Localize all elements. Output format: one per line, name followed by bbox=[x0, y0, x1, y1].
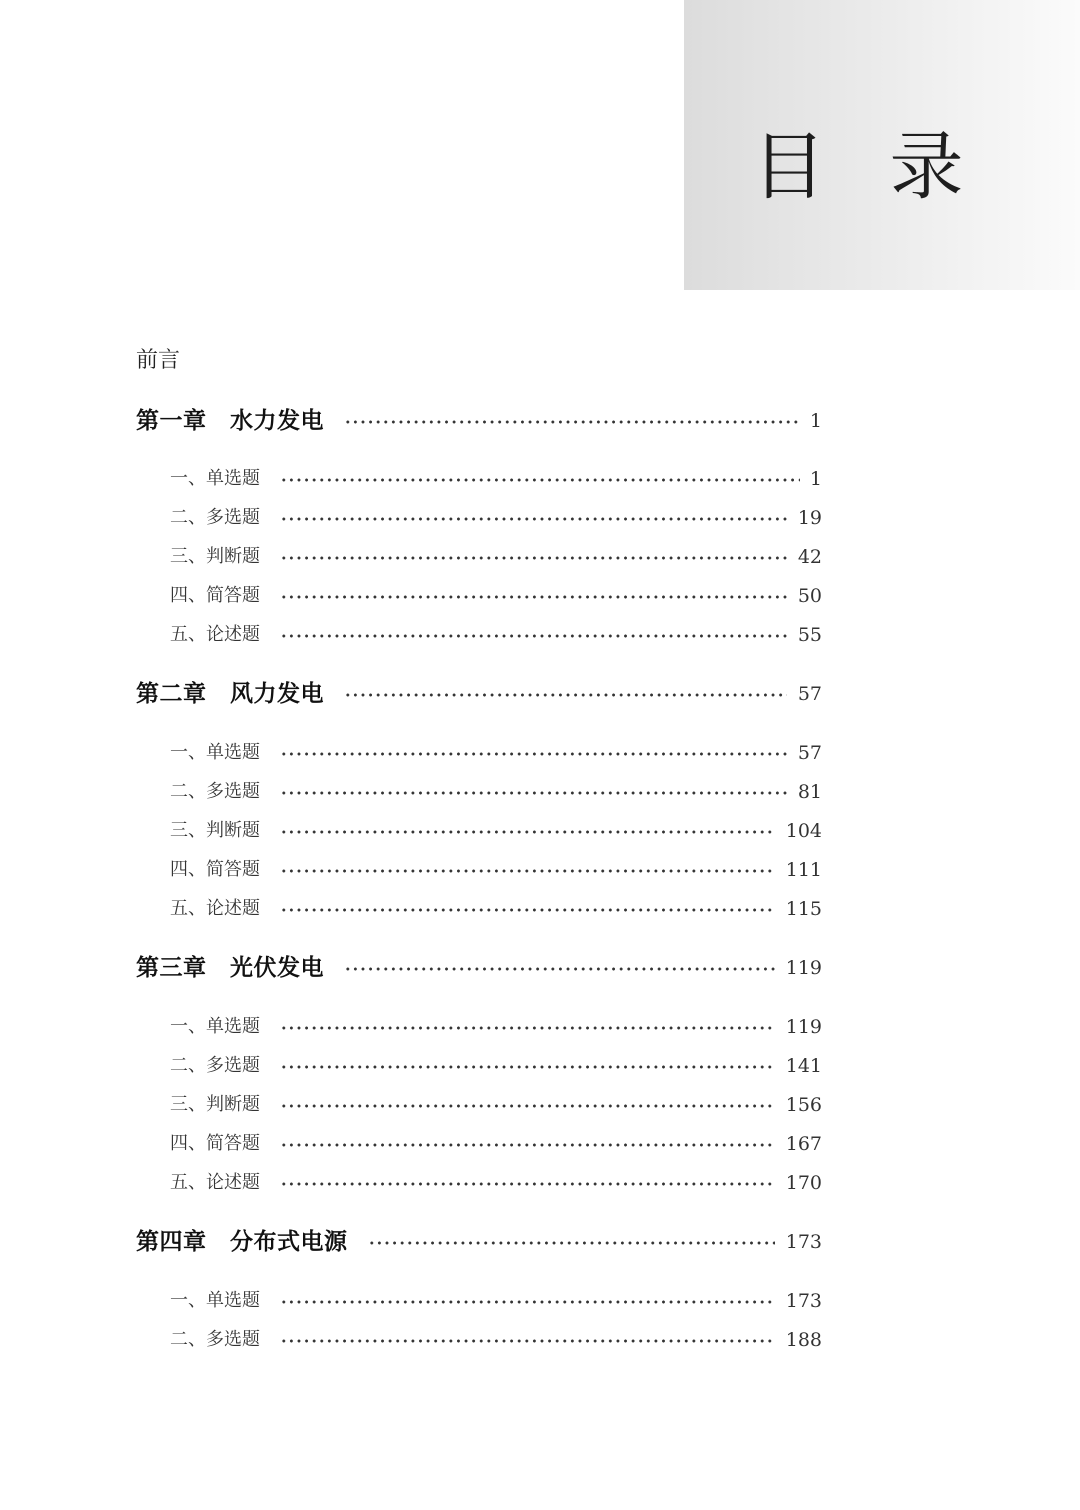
dot-leader bbox=[280, 634, 787, 638]
dot-leader bbox=[280, 1026, 775, 1030]
page-number: 19 bbox=[797, 507, 822, 529]
section-title: 三、判断题 bbox=[170, 820, 260, 841]
dot-leader bbox=[280, 1339, 775, 1343]
section-title: 五、论述题 bbox=[170, 624, 260, 645]
dot-leader bbox=[344, 967, 775, 971]
page-number: 1 bbox=[809, 410, 822, 432]
dot-leader bbox=[344, 693, 787, 697]
page-number: 42 bbox=[797, 546, 822, 568]
section-title: 二、多选题 bbox=[170, 1329, 260, 1350]
section-title: 一、单选题 bbox=[170, 742, 260, 763]
chapter-title: 第三章 光伏发电 bbox=[136, 955, 324, 981]
page-number: 1 bbox=[809, 468, 822, 490]
page-title: 目 录 bbox=[752, 124, 984, 210]
page-number: 119 bbox=[785, 957, 822, 979]
dot-leader bbox=[280, 595, 787, 599]
dot-leader bbox=[280, 1065, 775, 1069]
section-title: 一、单选题 bbox=[170, 1290, 260, 1311]
page-number: 115 bbox=[785, 898, 822, 920]
section-title: 四、简答题 bbox=[170, 859, 260, 880]
section-title: 二、多选题 bbox=[170, 781, 260, 802]
chapter-title: 第四章 分布式电源 bbox=[136, 1229, 348, 1255]
page-number: 173 bbox=[785, 1231, 822, 1253]
page-number: 81 bbox=[797, 781, 822, 803]
dot-leader bbox=[280, 1182, 775, 1186]
dot-leader bbox=[280, 791, 787, 795]
page-number: 55 bbox=[797, 624, 822, 646]
page-number: 188 bbox=[785, 1329, 822, 1351]
dot-leader bbox=[280, 1300, 775, 1304]
dot-leader bbox=[280, 517, 787, 521]
page-number: 57 bbox=[797, 742, 822, 764]
page-number: 141 bbox=[785, 1055, 822, 1077]
page-number: 50 bbox=[797, 585, 822, 607]
section-title: 四、简答题 bbox=[170, 585, 260, 606]
dot-leader bbox=[280, 830, 775, 834]
section-title: 四、简答题 bbox=[170, 1133, 260, 1154]
section-title: 二、多选题 bbox=[170, 507, 260, 528]
section-title: 三、判断题 bbox=[170, 1094, 260, 1115]
dot-leader bbox=[280, 1143, 775, 1147]
dot-leader bbox=[280, 908, 775, 912]
toc-preface[interactable]: 前言 bbox=[136, 348, 181, 373]
page-number: 111 bbox=[785, 859, 822, 881]
page-number: 57 bbox=[797, 683, 822, 705]
dot-leader bbox=[280, 869, 775, 873]
page-number: 170 bbox=[785, 1172, 822, 1194]
section-title: 一、单选题 bbox=[170, 468, 260, 489]
dot-leader bbox=[344, 420, 800, 424]
section-title: 五、论述题 bbox=[170, 898, 260, 919]
page-number: 119 bbox=[785, 1016, 822, 1038]
section-title: 三、判断题 bbox=[170, 546, 260, 567]
page-number: 173 bbox=[785, 1290, 822, 1312]
dot-leader bbox=[280, 752, 787, 756]
dot-leader bbox=[368, 1241, 775, 1245]
page-number: 167 bbox=[785, 1133, 822, 1155]
section-title: 二、多选题 bbox=[170, 1055, 260, 1076]
page-number: 156 bbox=[785, 1094, 822, 1116]
chapter-title: 第二章 风力发电 bbox=[136, 681, 324, 707]
dot-leader bbox=[280, 1104, 775, 1108]
page-number: 104 bbox=[785, 820, 822, 842]
dot-leader bbox=[280, 478, 800, 482]
chapter-title: 第一章 水力发电 bbox=[136, 408, 324, 434]
section-title: 五、论述题 bbox=[170, 1172, 260, 1193]
section-title: 一、单选题 bbox=[170, 1016, 260, 1037]
dot-leader bbox=[280, 556, 787, 560]
